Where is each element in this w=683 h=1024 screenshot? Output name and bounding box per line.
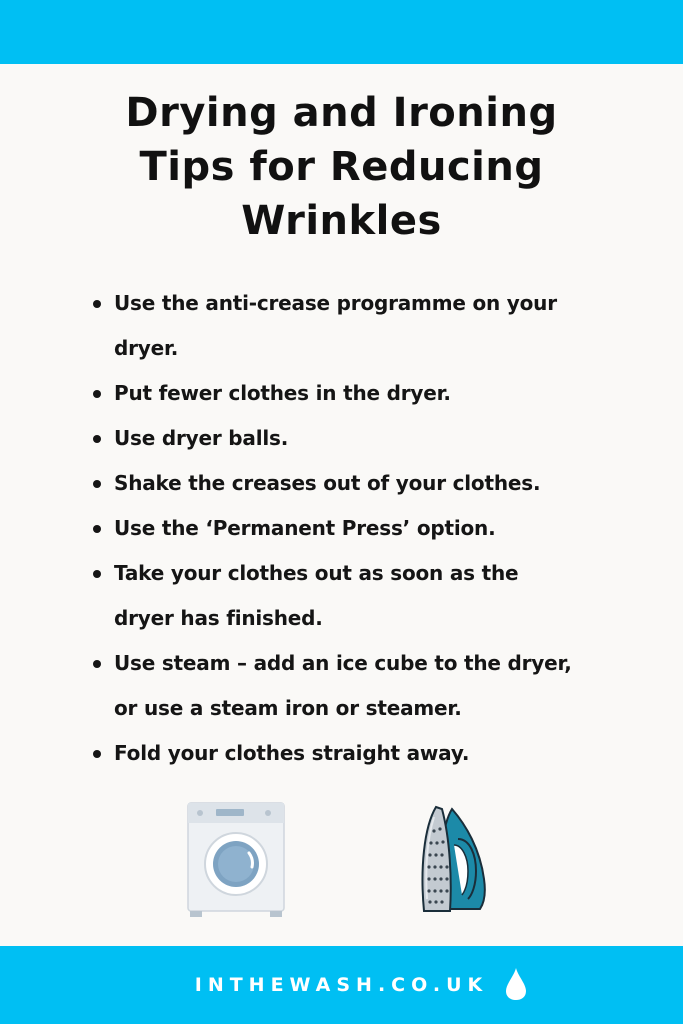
tip-item (90, 506, 650, 551)
title-line: Wrinkles (241, 198, 442, 244)
water-drop-icon (504, 966, 528, 1002)
tip-text: Use steam – add an ice cube to the dryer, (114, 651, 572, 675)
tip-text-continued: or use a steam iron or steamer. (114, 696, 462, 720)
top-accent-bar (0, 0, 683, 64)
steam-iron-icon (414, 799, 494, 919)
tip-item (90, 416, 650, 461)
tip-text-continued: dryer has finished. (114, 606, 323, 630)
tips-list (90, 281, 650, 776)
title-line: Tips for Reducing (139, 144, 544, 190)
washing-machine-icon (186, 801, 286, 919)
tip-text: Use the ‘Permanent Press’ option. (114, 516, 496, 540)
page-title (0, 86, 683, 248)
tip-text: Use dryer balls. (114, 426, 289, 450)
tip-item (90, 551, 650, 641)
tip-text-continued: dryer. (114, 336, 179, 360)
title-line: Drying and Ironing (125, 90, 558, 136)
tip-text: Put fewer clothes in the dryer. (114, 381, 451, 405)
tip-text: Fold your clothes straight away. (114, 741, 470, 765)
footer (0, 946, 683, 1024)
tip-item (90, 641, 650, 731)
tip-item (90, 731, 650, 776)
illustrations (0, 795, 683, 925)
tip-item (90, 281, 650, 371)
tip-item (90, 461, 650, 506)
tip-item (90, 371, 650, 416)
tip-text: Take your clothes out as soon as the (114, 561, 519, 585)
tip-text: Use the anti-crease programme on your (114, 291, 557, 315)
tip-text: Shake the creases out of your clothes. (114, 471, 541, 495)
site-url[interactable]: INTHEWASH.CO.UK (194, 974, 489, 996)
